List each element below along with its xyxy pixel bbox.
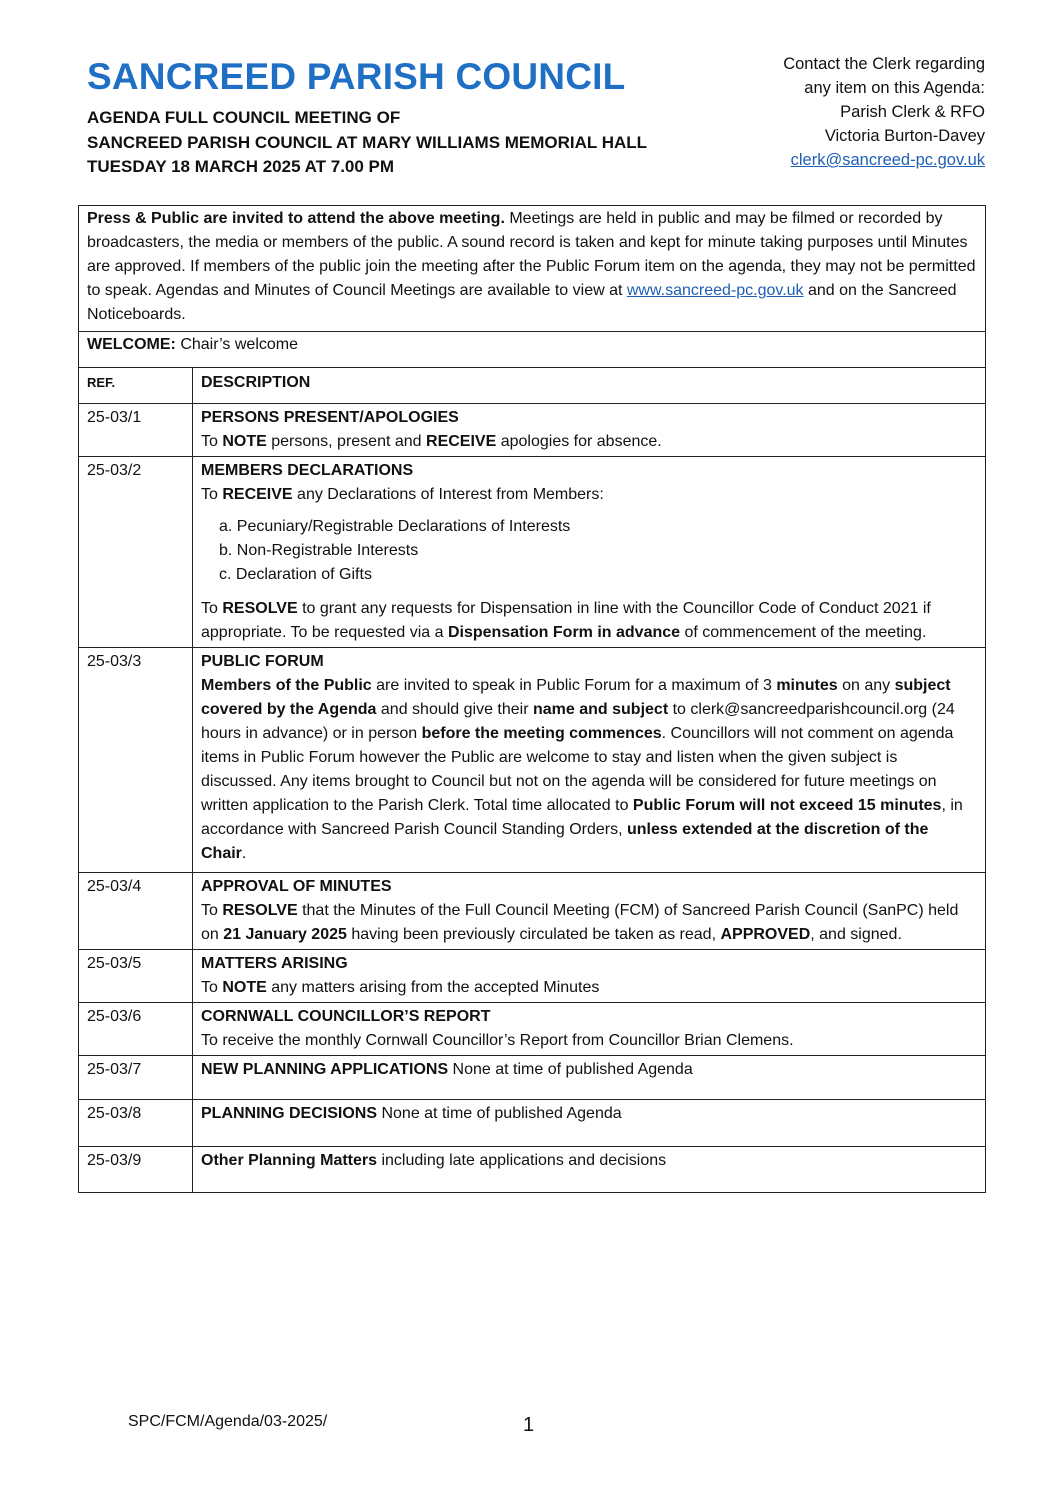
item-body: To NOTE any matters arising from the accepted Minutes (201, 979, 600, 996)
item-ref: 25-03/6 (79, 1003, 193, 1056)
item-ref: 25-03/5 (79, 950, 193, 1003)
list-item: b. Non-Registrable Interests (219, 542, 419, 559)
list-item: a. Pecuniary/Registrable Declarations of Interests (219, 518, 571, 535)
council-title: SANCREED PARISH COUNCIL (87, 56, 626, 97)
item-ref: 25-03/9 (79, 1147, 193, 1193)
item-description (193, 1003, 986, 1056)
item-title: PUBLIC FORUM (201, 653, 324, 670)
item-body: To RECEIVE any Declarations of Interest from Members: (201, 486, 604, 503)
meeting-subtitle (87, 106, 647, 180)
intro-text-after: and on the Sancreed Noticeboards. (87, 282, 957, 323)
item-ref: 25-03/2 (79, 457, 193, 648)
item-ref: 25-03/4 (79, 873, 193, 950)
item-description (193, 457, 986, 648)
item-body: To NOTE persons, present and RECEIVE apologies for absence. (201, 433, 662, 450)
item-description (193, 1100, 986, 1147)
item-title: PLANNING DECISIONS (201, 1105, 378, 1122)
welcome-row (79, 332, 986, 368)
item-description (193, 1056, 986, 1100)
item-description (193, 648, 986, 873)
table-header-row (79, 368, 986, 404)
clerk-email-link[interactable]: clerk@sancreed-pc.gov.uk (790, 151, 985, 169)
item-description (193, 404, 986, 457)
item-ref: 25-03/3 (79, 648, 193, 873)
ref-column-header: REF. (79, 368, 193, 404)
contact-line: Contact the Clerk regarding (783, 55, 985, 73)
item-title: CORNWALL COUNCILLOR’S REPORT (201, 1008, 491, 1025)
item-body: None at time of published Agenda (448, 1061, 693, 1078)
welcome-label: WELCOME: (87, 336, 176, 353)
item-body: To RESOLVE that the Minutes of the Full Council Meeting (FCM) of Sancreed Parish Council (SanPC) held on 21 January 2025 having been previously circulated be taken as read, APPROVED, and signed. (201, 902, 959, 943)
table-row (79, 1147, 986, 1193)
declaration-list (219, 515, 977, 587)
item-ref: 25-03/8 (79, 1100, 193, 1147)
contact-line: Parish Clerk & RFO (840, 103, 985, 121)
clerk-contact-block (783, 52, 985, 172)
item-description (193, 1147, 986, 1193)
clerk-name: Victoria Burton-Davey (824, 127, 985, 145)
intro-cell (79, 206, 986, 332)
item-ref: 25-03/7 (79, 1056, 193, 1100)
subtitle-line: AGENDA FULL COUNCIL MEETING OF (87, 108, 401, 127)
table-row (79, 404, 986, 457)
table-row (79, 950, 986, 1003)
table-row (79, 1100, 986, 1147)
subtitle-line: SANCREED PARISH COUNCIL AT MARY WILLIAMS MEMORIAL HALL (87, 132, 648, 152)
intro-bold: Press & Public are invited to attend the above meeting. (87, 210, 505, 227)
item-ref: 25-03/1 (79, 404, 193, 457)
welcome-cell (79, 332, 986, 368)
intro-text: Meetings are held in public and may be filmed or recorded by broadcasters, the media or members of the public. A sound record is taken and kept for minute taking purposes until Minutes are approved. If members of the public join the meeting after the Public Forum item on the agenda, they may not be permitted to speak. Agendas and Minutes of Council Meetings are available to view at (87, 210, 976, 299)
intro-row (79, 206, 986, 332)
page-number: 1 (523, 1414, 535, 1436)
subtitle-line: TUESDAY 18 MARCH 2025 AT 7.00 PM (87, 157, 395, 176)
table-row (79, 457, 986, 648)
item-body: To RESOLVE to grant any requests for Dispensation in line with the Councillor Code of Conduct 2021 if appropriate. To be requested via a Dispensation Form in advance of commencement of the meeting. (201, 600, 931, 641)
description-column-header: DESCRIPTION (193, 368, 986, 404)
item-title: NEW PLANNING APPLICATIONS (201, 1061, 449, 1078)
table-row (79, 648, 986, 873)
website-link[interactable]: www.sancreed-pc.gov.uk (626, 282, 804, 299)
document-reference: SPC/FCM/Agenda/03-2025/ (128, 1413, 328, 1430)
item-title: MEMBERS DECLARATIONS (201, 462, 414, 479)
table-row (79, 1003, 986, 1056)
table-row (79, 873, 986, 950)
item-body: None at time of published Agenda (377, 1105, 622, 1122)
welcome-text: Chair’s welcome (175, 336, 298, 353)
agenda-table (78, 205, 986, 1193)
list-item: c. Declaration of Gifts (219, 566, 372, 583)
item-body: including late applications and decisions (377, 1152, 667, 1169)
item-title: APPROVAL OF MINUTES (201, 878, 392, 895)
table-row (79, 1056, 986, 1100)
item-title: PERSONS PRESENT/APOLOGIES (201, 409, 459, 426)
item-description (193, 873, 986, 950)
item-body: To receive the monthly Cornwall Councillor’s Report from Councillor Brian Clemens. (201, 1032, 794, 1049)
contact-line: any item on this Agenda: (804, 79, 985, 97)
item-description (193, 950, 986, 1003)
item-title: Other Planning Matters (201, 1152, 378, 1169)
item-body: Members of the Public are invited to speak in Public Forum for a maximum of 3 minutes on any subject covered by the Agenda and should give their name and subject to clerk@sancreedparishcouncil.org (24 hours in advance) or in person before the meeting commences. Councillors will not comment on agenda items in Public Forum however the Public are welcome to stay and listen when the given subject is discussed. Any items brought to Council but not on the agenda will be considered for future meetings on written application to the Parish Clerk. Total time allocated to Public Forum will not exceed 15 minutes, in accordance with Sancreed Parish Council Standing Orders, unless extended at the discretion of the Chair. (201, 677, 963, 862)
item-title: MATTERS ARISING (201, 955, 348, 972)
